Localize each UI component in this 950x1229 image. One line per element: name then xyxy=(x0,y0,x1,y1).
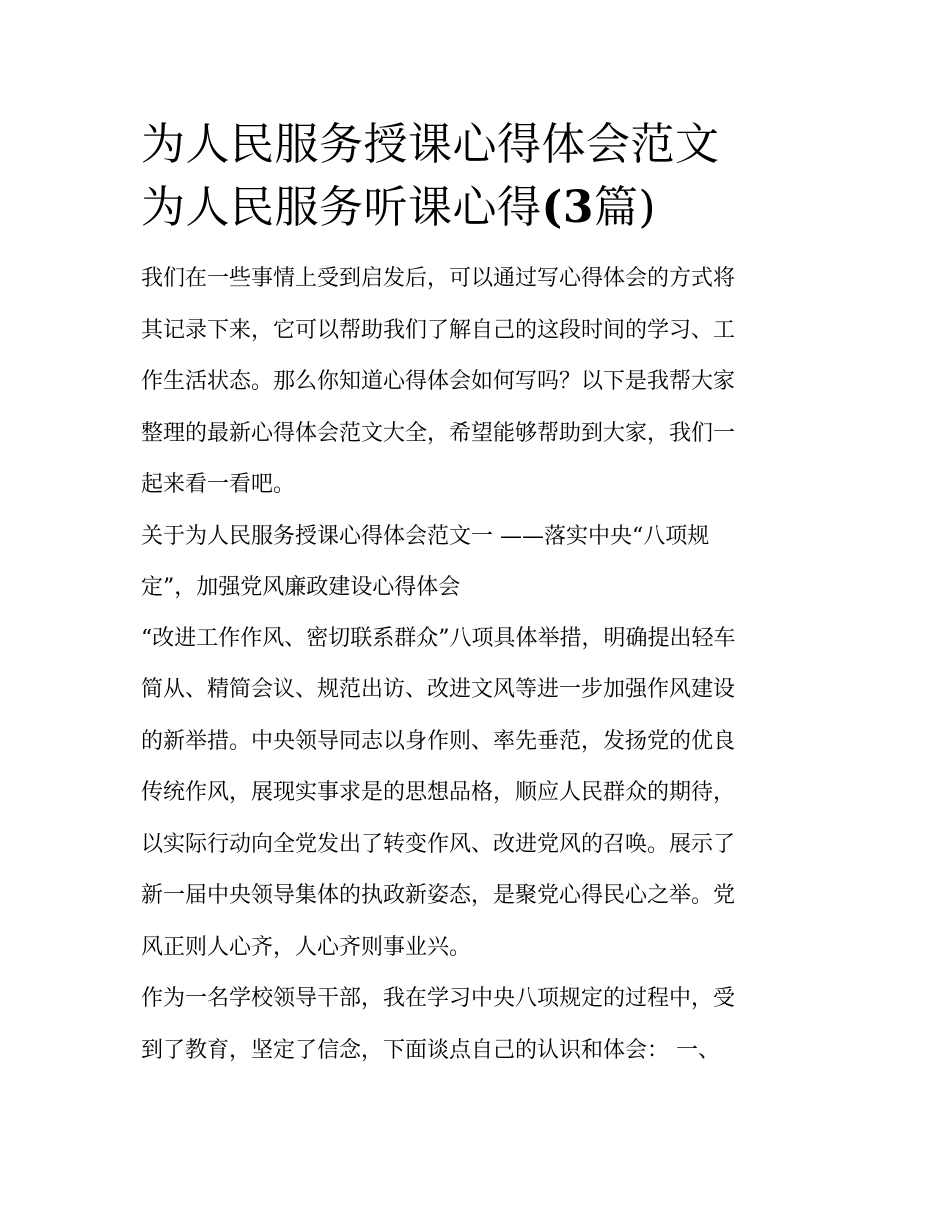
body-paragraph-1 xyxy=(141,613,813,974)
body-line: 到了教育，坚定了信念，下面谈点自己的认识和体会： 一、 xyxy=(141,1037,720,1063)
section-heading-line: 关于为人民服务授课心得体会范文一 ——落实中央“八项规 xyxy=(141,523,710,549)
body-line: 的新举措。中央领导同志以身作则、率先垂范，发扬党的优良 xyxy=(141,728,736,754)
intro-line: 我们在一些事情上受到启发后，可以通过写心得体会的方式将 xyxy=(141,266,736,291)
document-title xyxy=(141,113,813,239)
title-line-1: 为人民服务授课心得体会范文 xyxy=(141,119,720,170)
title-line-2-count: (3 xyxy=(541,182,594,233)
body-line: “改进工作作风、密切联系群众”八项具体举措，明确提出轻车 xyxy=(141,625,736,651)
document-page xyxy=(141,113,813,1076)
section-heading xyxy=(141,511,813,613)
title-line-2-unit: 篇) xyxy=(593,182,657,233)
body-line: 传统作风，展现实事求是的思想品格，顺应人民群众的期待， xyxy=(141,780,736,805)
body-line: 新一届中央领导集体的执政新姿态，是聚党心得民心之举。党 xyxy=(141,883,736,908)
section-heading-line: 定”，加强党风廉政建设心得体会 xyxy=(141,574,461,600)
intro-line: 作生活状态。那么你知道心得体会如何写吗？以下是我帮大家 xyxy=(141,369,736,394)
intro-line: 其记录下来，它可以帮助我们了解自己的这段时间的学习、工 xyxy=(141,317,736,343)
body-paragraph-2 xyxy=(141,973,813,1076)
body-line: 作为一名学校领导干部，我在学习中央八项规定的过程中，受 xyxy=(141,986,736,1011)
title-line-2-text: 为人民服务听课心得 xyxy=(141,182,542,233)
intro-line: 起来看一看吧。 xyxy=(141,472,296,497)
title-line-2 xyxy=(141,176,813,239)
body-line: 风正则人心齐，人心齐则事业兴。 xyxy=(141,934,472,960)
intro-paragraph xyxy=(141,253,813,511)
body-line: 简从、精简会议、规范出访、改进文风等进一步加强作风建设 xyxy=(141,677,736,702)
intro-line: 整理的最新心得体会范文大全，希望能够帮助到大家，我们一 xyxy=(141,420,736,446)
body-line: 以实际行动向全党发出了转变作风、改进党风的召唤。展示了 xyxy=(141,831,736,857)
